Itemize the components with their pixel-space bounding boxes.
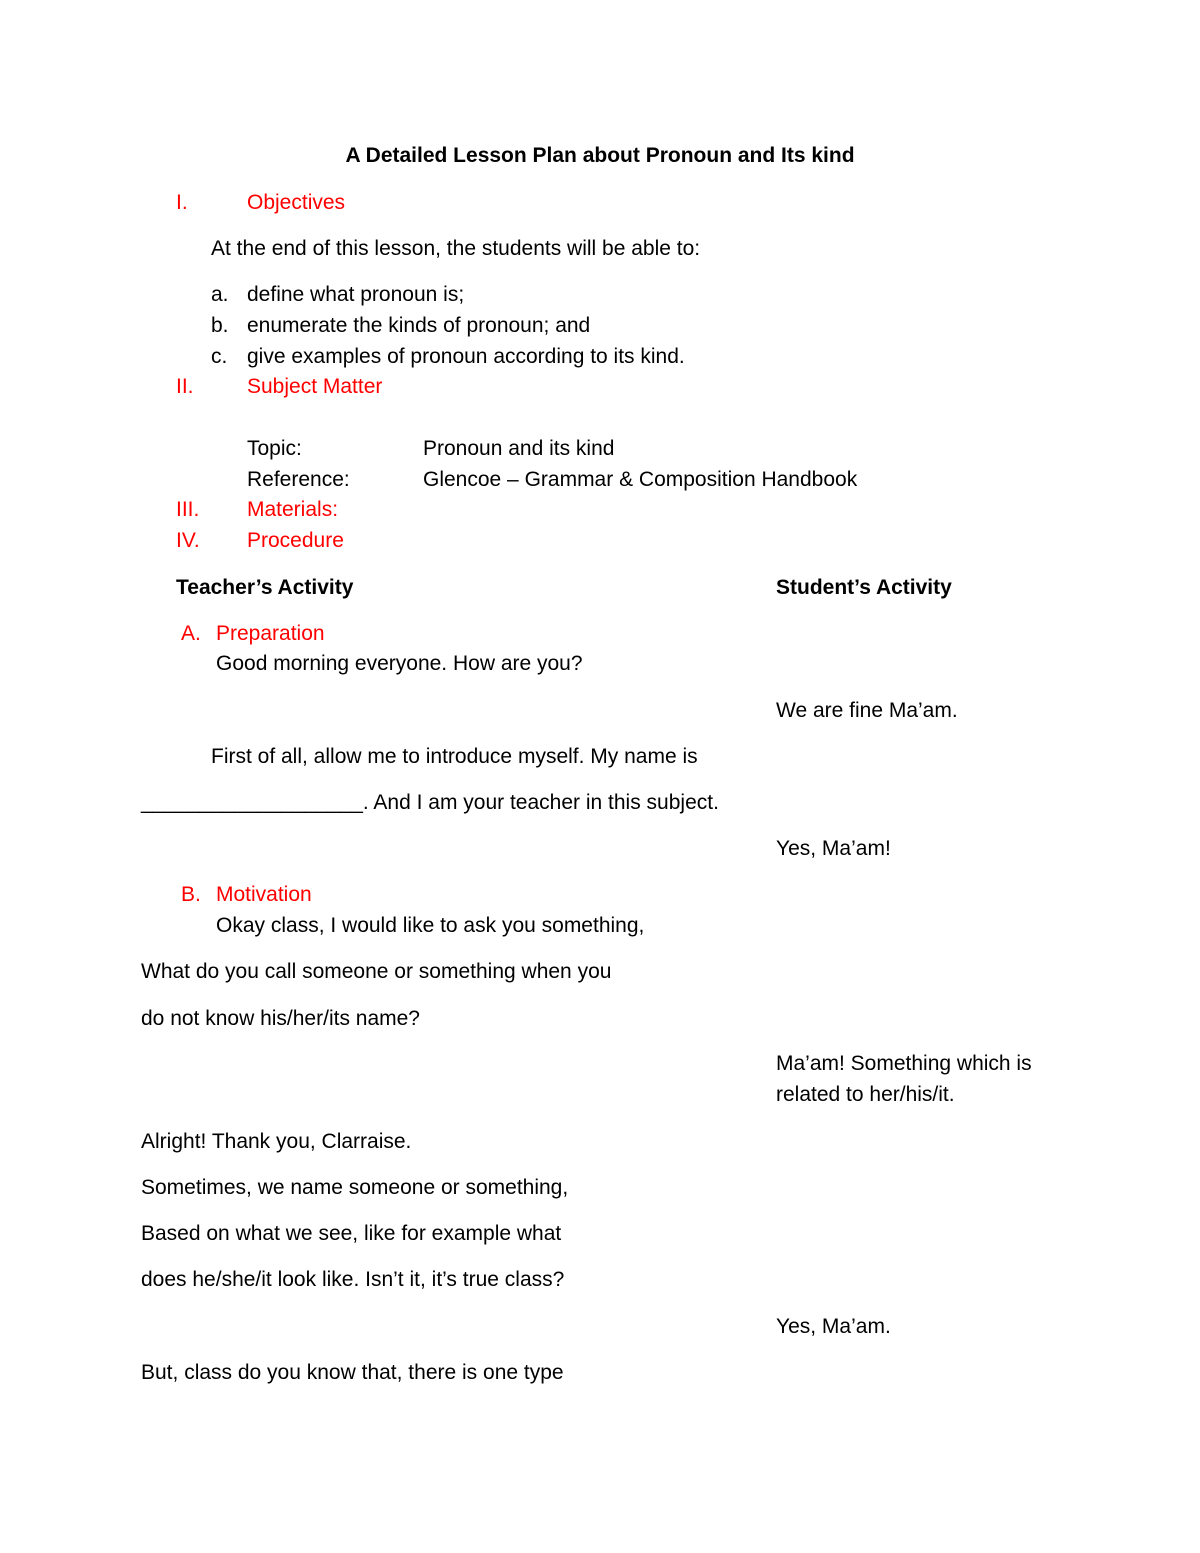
document-title: A Detailed Lesson Plan about Pronoun and Its kind — [345, 144, 855, 167]
section-heading-procedure: Procedure — [247, 529, 344, 552]
topic-label: Topic: — [247, 437, 302, 460]
part-marker-preparation: A. — [181, 622, 201, 645]
teacher-line: Alright! Thank you, Clarraise. — [141, 1130, 412, 1153]
teacher-line: ___________________. And I am your teacher in this subject. — [141, 791, 719, 814]
student-line: related to her/his/it. — [776, 1083, 955, 1106]
objective-item: enumerate the kinds of pronoun; and — [247, 314, 591, 337]
objectives-intro: At the end of this lesson, the students will be able to: — [211, 237, 701, 260]
objective-item: define what pronoun is; — [247, 283, 465, 306]
teacher-line: Good morning everyone. How are you? — [216, 652, 583, 675]
section-number-materials: III. — [176, 498, 200, 521]
objective-marker: c. — [211, 345, 228, 368]
teacher-line: But, class do you know that, there is one type — [141, 1361, 564, 1384]
student-activity-header: Student’s Activity — [776, 576, 952, 599]
objective-marker: b. — [211, 314, 229, 337]
objective-item: give examples of pronoun according to its kind. — [247, 345, 685, 368]
section-number-procedure: IV. — [176, 529, 200, 552]
teacher-line: does he/she/it look like. Isn’t it, it’s true class? — [141, 1268, 565, 1291]
part-heading-preparation: Preparation — [216, 622, 325, 645]
student-line: Ma’am! Something which is — [776, 1052, 1032, 1075]
section-heading-objectives: Objectives — [247, 191, 346, 214]
teacher-line: Based on what we see, like for example what — [141, 1222, 562, 1245]
topic-value: Pronoun and its kind — [423, 437, 615, 460]
section-number-objectives: I. — [176, 191, 188, 214]
objective-marker: a. — [211, 283, 229, 306]
student-line: Yes, Ma’am! — [776, 837, 891, 860]
part-marker-motivation: B. — [181, 883, 201, 906]
teacher-line: do not know his/her/its name? — [141, 1007, 420, 1030]
section-heading-subject-matter: Subject Matter — [247, 375, 383, 398]
teacher-line: Okay class, I would like to ask you something, — [216, 914, 645, 937]
reference-label: Reference: — [247, 468, 350, 491]
student-line: Yes, Ma’am. — [776, 1315, 891, 1338]
teacher-activity-header: Teacher’s Activity — [176, 576, 354, 599]
section-number-subject-matter: II. — [176, 375, 194, 398]
part-heading-motivation: Motivation — [216, 883, 312, 906]
reference-value: Glencoe – Grammar & Composition Handbook — [423, 468, 858, 491]
teacher-line: What do you call someone or something when you — [141, 960, 612, 983]
student-line: We are fine Ma’am. — [776, 699, 958, 722]
teacher-line: Sometimes, we name someone or something, — [141, 1176, 569, 1199]
teacher-line: First of all, allow me to introduce myself. My name is — [211, 745, 698, 768]
section-heading-materials: Materials: — [247, 498, 339, 521]
